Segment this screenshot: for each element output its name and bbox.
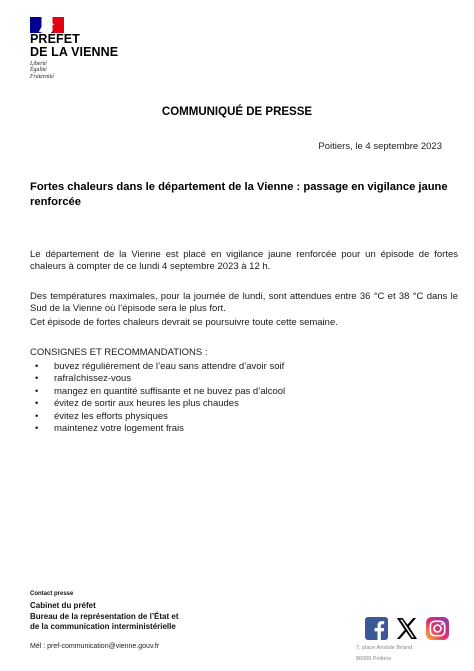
contact-email[interactable] [30,643,159,650]
bullet: • [35,423,39,435]
list-item-text: mangez en quantité suffisante et ne buvez pas d’alcool [54,385,286,397]
paragraph-duration: Cet épisode de fortes chaleurs devrait se poursuivre toute cette semaine. [30,317,338,328]
x-icon[interactable] [395,617,418,640]
list-item [30,373,285,385]
prefecture-name-line2: DE LA VIENNE [30,45,119,59]
contact-block [30,601,178,633]
list-item [30,386,285,398]
list-item-text: buvez régulièrement de l’eau sans attendre d’avoir soif [54,361,285,372]
place-date: Poitiers, le 4 septembre 2023 [318,141,442,152]
consignes-heading: CONSIGNES ET RECOMMANDATIONS : [30,347,208,358]
address-line1: 7, place Aristide Briand [356,645,413,651]
paragraph-temperatures: Des températures maximales, pour la journée de lundi, sont attendues entre 36 °C et 38 °C dans le Sud de la Vienne où l’épisode sera le plus fort. [30,291,458,315]
republic-motto [30,61,54,80]
paragraph-intro: Le département de la Vienne est placé en vigilance jaune renforcée pour un épisode de fortes chaleurs à compter de ce lundi 4 septembre 2023 à 12 h. [30,249,458,273]
bullet: • [35,385,39,397]
list-item [30,398,285,410]
motto-fraternite: Fraternité [30,73,54,80]
contact-line: de la communication interministérielle [30,622,176,631]
instagram-icon[interactable] [426,617,449,640]
bullet: • [35,398,39,410]
list-item [30,361,285,373]
prefecture-name-line1: PRÉFET [30,32,80,46]
contact-email-text[interactable]: Mél : pref-communication@vienne.gouv.fr [30,643,160,650]
list-item-text: rafraîchissez-vous [54,373,132,385]
list-item-text: maintenez votre logement frais [54,423,184,435]
consignes-list [30,361,285,435]
contact-line: Cabinet du préfet [30,601,96,610]
list-item [30,423,285,435]
list-item [30,411,285,423]
contact-heading: Contact presse [30,591,74,597]
motto-egalite: Égalité [30,67,47,74]
facebook-icon[interactable] [365,617,388,640]
marianne-flag-logo [30,17,64,33]
list-item-text: évitez de sortir aux heures les plus chaudes [54,398,239,410]
bullet: • [35,361,39,372]
motto-liberte: Liberté [30,61,47,67]
bullet: • [35,410,39,422]
bullet: • [35,373,39,385]
contact-line: Bureau de la représentation de l’État et [30,611,179,621]
address-line2: 86000 Poitiers [356,656,392,662]
press-release-title: COMMUNIQUÉ DE PRESSE [161,106,313,118]
list-item-text: évitez les efforts physiques [54,410,168,422]
subject-heading: Fortes chaleurs dans le département de la Vienne : passage en vigilance jaune renforcée [30,181,448,208]
prefecture-name [30,33,118,59]
